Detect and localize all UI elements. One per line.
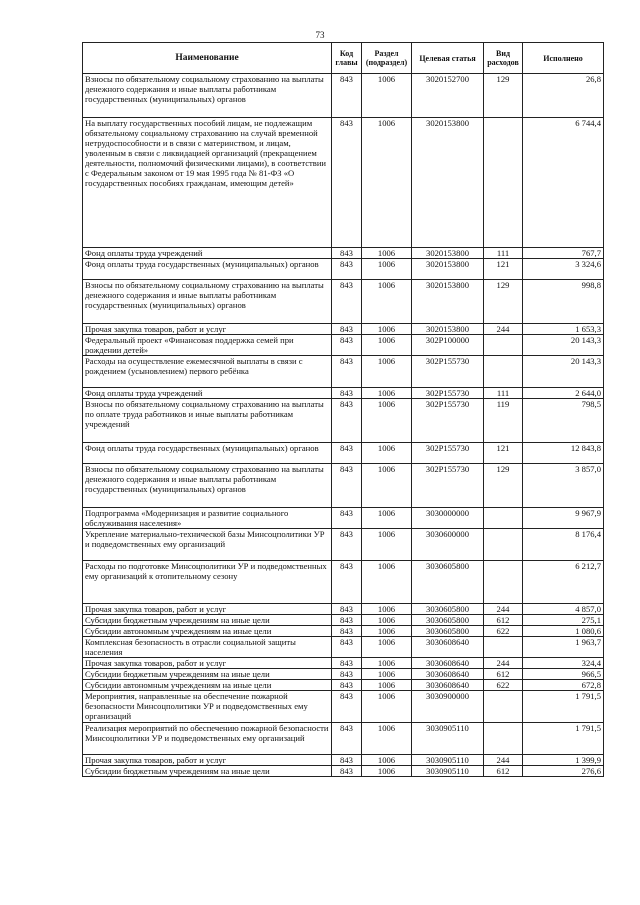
cell-code: 843	[332, 388, 362, 399]
cell-article: 302P155730	[412, 356, 484, 388]
cell-kind: 622	[484, 680, 523, 691]
cell-section: 1006	[362, 680, 412, 691]
cell-executed: 324,4	[523, 658, 604, 669]
cell-article: 3030608640	[412, 637, 484, 658]
cell-name: Подпрограмма «Модернизация и развитие социального обслуживания населения»	[83, 508, 332, 529]
cell-kind	[484, 723, 523, 755]
cell-section: 1006	[362, 755, 412, 766]
cell-name: Фонд оплаты труда государственных (муниципальных) органов	[83, 259, 332, 280]
cell-section: 1006	[362, 335, 412, 356]
cell-article: 3030605800	[412, 615, 484, 626]
cell-section: 1006	[362, 766, 412, 777]
table-row	[83, 324, 604, 335]
cell-code: 843	[332, 637, 362, 658]
cell-name: Субсидии бюджетным учреждениям на иные цели	[83, 615, 332, 626]
table-row	[83, 508, 604, 529]
cell-kind: 244	[484, 604, 523, 615]
cell-executed: 966,5	[523, 669, 604, 680]
cell-article: 302P155730	[412, 388, 484, 399]
cell-executed: 1 653,3	[523, 324, 604, 335]
cell-kind: 121	[484, 259, 523, 280]
cell-name: На выплату государственных пособий лицам, не подлежащим обязательному социальному страхованию на случай временной нетрудоспособности и в связи с материнством, и лицам, уволенным в связи с ликвидацией организаций (прекращением деятельности, полномочий физическими лицами), в соответствии с Федеральным законом от 19 мая 1995 года № 81-ФЗ «О государственных пособиях гражданам, имеющим детей»	[83, 118, 332, 248]
cell-code: 843	[332, 766, 362, 777]
cell-kind	[484, 691, 523, 723]
cell-kind: 129	[484, 280, 523, 324]
table-row	[83, 755, 604, 766]
table-row	[83, 280, 604, 324]
cell-executed: 275,1	[523, 615, 604, 626]
table-body	[83, 74, 604, 777]
cell-section: 1006	[362, 259, 412, 280]
cell-section: 1006	[362, 604, 412, 615]
cell-name: Субсидии бюджетным учреждениям на иные цели	[83, 669, 332, 680]
cell-article: 3030905110	[412, 766, 484, 777]
cell-kind: 622	[484, 626, 523, 637]
cell-code: 843	[332, 669, 362, 680]
cell-name: Укрепление материально-технической базы Минсоцполитики УР и подведомственных ему организаций	[83, 529, 332, 561]
cell-section: 1006	[362, 74, 412, 118]
cell-section: 1006	[362, 658, 412, 669]
header-code: Код главы	[332, 43, 362, 74]
cell-section: 1006	[362, 280, 412, 324]
cell-article: 3020153800	[412, 280, 484, 324]
cell-name: Расходы по подготовке Минсоцполитики УР и подведомственных ему организаций к отопительному сезону	[83, 561, 332, 604]
cell-kind: 111	[484, 248, 523, 259]
cell-executed: 26,8	[523, 74, 604, 118]
cell-article: 3030605800	[412, 561, 484, 604]
cell-name: Федеральный проект «Финансовая поддержка семей при рождении детей»	[83, 335, 332, 356]
cell-name: Прочая закупка товаров, работ и услуг	[83, 324, 332, 335]
cell-kind: 119	[484, 399, 523, 443]
table-row	[83, 356, 604, 388]
cell-name: Прочая закупка товаров, работ и услуг	[83, 604, 332, 615]
cell-article: 3020153800	[412, 259, 484, 280]
cell-executed: 1 791,5	[523, 691, 604, 723]
cell-executed: 4 857,0	[523, 604, 604, 615]
table-row	[83, 691, 604, 723]
table-row	[83, 388, 604, 399]
cell-kind: 111	[484, 388, 523, 399]
cell-section: 1006	[362, 508, 412, 529]
cell-executed: 20 143,3	[523, 335, 604, 356]
table-row	[83, 399, 604, 443]
cell-article: 302P155730	[412, 443, 484, 464]
cell-executed: 798,5	[523, 399, 604, 443]
cell-code: 843	[332, 680, 362, 691]
table-header-row	[83, 43, 604, 74]
table-row	[83, 529, 604, 561]
cell-kind: 129	[484, 74, 523, 118]
cell-executed: 767,7	[523, 248, 604, 259]
cell-article: 3030905110	[412, 755, 484, 766]
cell-article: 302P155730	[412, 464, 484, 508]
cell-name: Прочая закупка товаров, работ и услуг	[83, 755, 332, 766]
cell-code: 843	[332, 335, 362, 356]
cell-section: 1006	[362, 691, 412, 723]
header-section: Раздел (подраздел)	[362, 43, 412, 74]
cell-code: 843	[332, 248, 362, 259]
cell-code: 843	[332, 604, 362, 615]
cell-section: 1006	[362, 669, 412, 680]
cell-article: 3030900000	[412, 691, 484, 723]
cell-code: 843	[332, 508, 362, 529]
cell-kind	[484, 508, 523, 529]
cell-section: 1006	[362, 388, 412, 399]
table-row	[83, 766, 604, 777]
cell-executed: 1 399,9	[523, 755, 604, 766]
table-row	[83, 669, 604, 680]
table-row	[83, 615, 604, 626]
cell-kind: 244	[484, 755, 523, 766]
cell-name: Комплексная безопасность в отрасли социальной защиты населения	[83, 637, 332, 658]
cell-code: 843	[332, 464, 362, 508]
cell-article: 3030605800	[412, 604, 484, 615]
cell-kind: 129	[484, 464, 523, 508]
cell-name: Взносы по обязательному социальному страхованию на выплаты денежного содержания и иные выплаты работникам государственных (муниципальных) органов	[83, 280, 332, 324]
cell-section: 1006	[362, 443, 412, 464]
cell-name: Расходы на осуществление ежемесячной выплаты в связи с рождением (усыновлением) первого ребёнка	[83, 356, 332, 388]
cell-code: 843	[332, 324, 362, 335]
cell-code: 843	[332, 74, 362, 118]
cell-kind	[484, 561, 523, 604]
cell-kind: 612	[484, 669, 523, 680]
cell-kind	[484, 118, 523, 248]
cell-executed: 998,8	[523, 280, 604, 324]
cell-executed: 9 967,9	[523, 508, 604, 529]
cell-article: 302P155730	[412, 399, 484, 443]
cell-article: 3030608640	[412, 658, 484, 669]
cell-kind: 244	[484, 324, 523, 335]
cell-section: 1006	[362, 248, 412, 259]
cell-name: Фонд оплаты труда государственных (муниципальных) органов	[83, 443, 332, 464]
cell-name: Взносы по обязательному социальному страхованию на выплаты денежного содержания и иные выплаты работникам государственных (муниципальных) органов	[83, 74, 332, 118]
table-row	[83, 561, 604, 604]
page-number: 73	[315, 30, 325, 40]
budget-execution-table	[82, 42, 604, 777]
cell-executed: 672,8	[523, 680, 604, 691]
table-row	[83, 604, 604, 615]
cell-name: Фонд оплаты труда учреждений	[83, 388, 332, 399]
table-row	[83, 335, 604, 356]
cell-code: 843	[332, 755, 362, 766]
cell-kind: 121	[484, 443, 523, 464]
cell-kind	[484, 529, 523, 561]
table-row	[83, 658, 604, 669]
table-row	[83, 118, 604, 248]
cell-kind	[484, 335, 523, 356]
header-name: Наименование	[83, 43, 332, 74]
cell-kind: 612	[484, 615, 523, 626]
cell-article: 3030608640	[412, 669, 484, 680]
table-row	[83, 443, 604, 464]
cell-section: 1006	[362, 399, 412, 443]
header-article: Целевая статья	[412, 43, 484, 74]
cell-code: 843	[332, 658, 362, 669]
cell-kind: 244	[484, 658, 523, 669]
cell-article: 3030600000	[412, 529, 484, 561]
table-row	[83, 248, 604, 259]
cell-executed: 1 080,6	[523, 626, 604, 637]
cell-article: 3020153800	[412, 118, 484, 248]
cell-code: 843	[332, 723, 362, 755]
cell-kind	[484, 356, 523, 388]
cell-code: 843	[332, 399, 362, 443]
cell-section: 1006	[362, 723, 412, 755]
header-kind: Вид расходов	[484, 43, 523, 74]
cell-executed: 3 857,0	[523, 464, 604, 508]
cell-executed: 8 176,4	[523, 529, 604, 561]
cell-article: 3030905110	[412, 723, 484, 755]
cell-section: 1006	[362, 637, 412, 658]
cell-section: 1006	[362, 356, 412, 388]
cell-code: 843	[332, 356, 362, 388]
cell-name: Субсидии бюджетным учреждениям на иные цели	[83, 766, 332, 777]
cell-name: Субсидии автономным учреждениям на иные цели	[83, 680, 332, 691]
cell-executed: 20 143,3	[523, 356, 604, 388]
cell-section: 1006	[362, 464, 412, 508]
cell-article: 3020152700	[412, 74, 484, 118]
cell-code: 843	[332, 561, 362, 604]
cell-article: 3030608640	[412, 680, 484, 691]
cell-name: Прочая закупка товаров, работ и услуг	[83, 658, 332, 669]
cell-executed: 12 843,8	[523, 443, 604, 464]
cell-article: 3030605800	[412, 626, 484, 637]
cell-code: 843	[332, 118, 362, 248]
cell-section: 1006	[362, 561, 412, 604]
table-row	[83, 723, 604, 755]
cell-kind: 612	[484, 766, 523, 777]
cell-name: Взносы по обязательному социальному страхованию на выплаты денежного содержания и иные выплаты работникам государственных (муниципальных) органов	[83, 464, 332, 508]
table-row	[83, 464, 604, 508]
cell-code: 843	[332, 443, 362, 464]
table-row	[83, 259, 604, 280]
cell-code: 843	[332, 615, 362, 626]
cell-section: 1006	[362, 529, 412, 561]
cell-executed: 6 212,7	[523, 561, 604, 604]
cell-name: Реализация мероприятий по обеспечению пожарной безопасности Минсоцполитики УР и подведомственных ему организаций	[83, 723, 332, 755]
table-row	[83, 637, 604, 658]
cell-code: 843	[332, 529, 362, 561]
cell-executed: 2 644,0	[523, 388, 604, 399]
cell-name: Мероприятия, направленные на обеспечение пожарной безопасности Минсоцполитики УР и подведомственных ему организаций	[83, 691, 332, 723]
cell-executed: 6 744,4	[523, 118, 604, 248]
table-row	[83, 74, 604, 118]
cell-executed: 1 791,5	[523, 723, 604, 755]
cell-section: 1006	[362, 615, 412, 626]
cell-executed: 276,6	[523, 766, 604, 777]
cell-code: 843	[332, 280, 362, 324]
cell-executed: 1 963,7	[523, 637, 604, 658]
cell-code: 843	[332, 691, 362, 723]
header-executed: Исполнено	[523, 43, 604, 74]
cell-kind	[484, 637, 523, 658]
cell-article: 3020153800	[412, 248, 484, 259]
cell-name: Взносы по обязательному социальному страхованию на выплаты по оплате труда работников и иные выплаты работникам учреждений	[83, 399, 332, 443]
table-row	[83, 626, 604, 637]
cell-executed: 3 324,6	[523, 259, 604, 280]
cell-article: 3030000000	[412, 508, 484, 529]
cell-section: 1006	[362, 118, 412, 248]
cell-article: 302P100000	[412, 335, 484, 356]
cell-article: 3020153800	[412, 324, 484, 335]
table-row	[83, 680, 604, 691]
cell-section: 1006	[362, 626, 412, 637]
cell-code: 843	[332, 626, 362, 637]
cell-name: Фонд оплаты труда учреждений	[83, 248, 332, 259]
cell-code: 843	[332, 259, 362, 280]
cell-name: Субсидии автономным учреждениям на иные цели	[83, 626, 332, 637]
cell-section: 1006	[362, 324, 412, 335]
